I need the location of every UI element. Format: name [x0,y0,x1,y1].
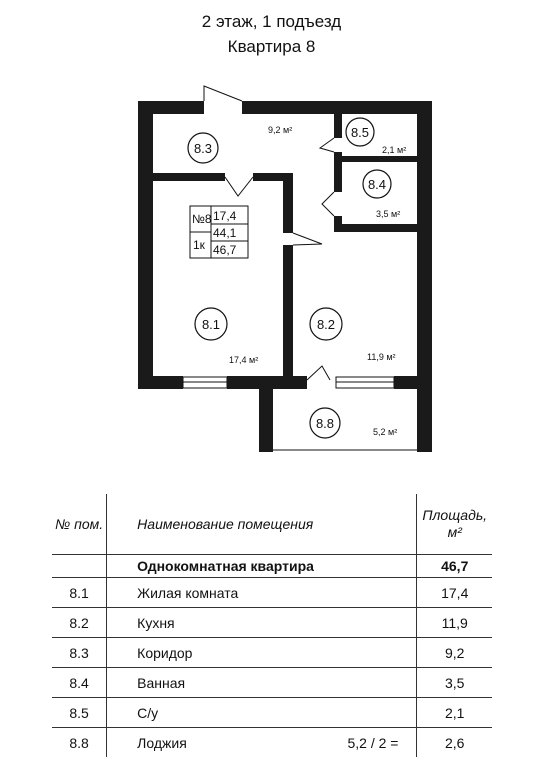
row-name [107,728,417,758]
table-row [52,578,492,608]
table-summary-row [52,555,492,578]
row-name-text: С/у [137,704,159,721]
table-row [52,638,492,668]
room-area-8-5: 2,1 м² [382,145,407,155]
header-area: Площадь, м² [417,494,492,555]
header-num: № пом. [52,494,107,555]
info-total-with-loggia: 46,7 [213,243,237,257]
room-area-8-2: 11,9 м² [367,352,396,362]
row-name [107,668,417,698]
row-area: 2,1 [417,698,492,728]
row-name [107,608,417,638]
row-name-text: Ванная [137,674,186,691]
table-row [52,698,492,728]
row-name-text: Коридор [137,644,193,661]
row-name-text: Жилая комната [137,584,239,601]
row-calc: 5,2 / 2 = [347,734,399,751]
apartment-title: Квартира 8 [227,37,316,56]
row-num: 8.3 [52,638,107,668]
row-num: 8.1 [52,578,107,608]
row-name-text: Лоджия [137,734,187,751]
apartment-info-box [190,206,248,258]
summary-area: 46,7 [417,555,492,578]
row-name [107,638,417,668]
row-area: 11,9 [417,608,492,638]
info-total-area: 44,1 [213,226,237,240]
row-name [107,578,417,608]
row-area: 2,6 [417,728,492,758]
row-num: 8.2 [52,608,107,638]
room-area-8-8: 5,2 м² [373,427,398,437]
table-row [52,728,492,758]
row-num: 8.4 [52,668,107,698]
room-number-8-2: 8.2 [316,317,336,332]
room-number-8-1: 8.1 [201,317,221,332]
row-area: 9,2 [417,638,492,668]
floor-entrance-title: 2 этаж, 1 подъезд [201,12,342,31]
row-area: 3,5 [417,668,492,698]
info-living-area: 17,4 [213,209,237,223]
room-labels [188,118,406,438]
table-row [52,668,492,698]
room-number-8-8: 8.8 [315,416,335,431]
room-number-8-4: 8.4 [367,177,387,192]
room-number-8-5: 8.5 [350,125,370,140]
table-header [52,494,492,555]
room-area-8-1: 17,4 м² [229,355,259,365]
info-number: №8 [192,212,212,226]
info-type: 1к [193,238,205,252]
rooms-table [52,494,492,757]
table-row [52,608,492,638]
room-number-8-3: 8.3 [193,141,213,156]
row-num: 8.8 [52,728,107,758]
summary-name: Однокомнатная квартира [107,555,417,578]
room-area-8-4: 3,5 м² [376,209,401,219]
header-name: Наименование помещения [107,494,417,555]
room-area-8-3: 9,2 м² [268,125,293,135]
row-name [107,698,417,728]
row-area: 17,4 [417,578,492,608]
row-name-text: Кухня [137,614,175,631]
row-num: 8.5 [52,698,107,728]
summary-num [52,555,107,578]
